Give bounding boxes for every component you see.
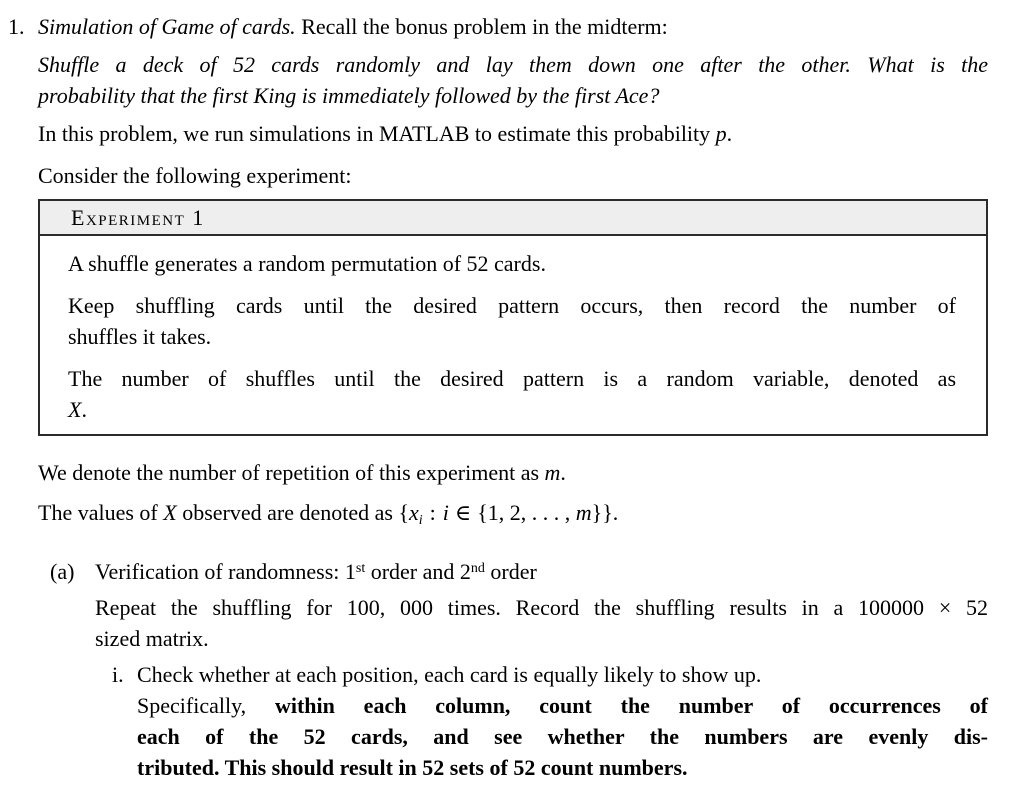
math-var-m2: m	[575, 500, 592, 525]
math-subscript-i: i	[418, 513, 423, 528]
values-text-pre: The values of	[38, 500, 164, 525]
midterm-problem-quote	[38, 49, 988, 111]
item-a-title	[95, 556, 988, 587]
item-a	[50, 556, 988, 783]
problem-1-number: 1.	[8, 14, 25, 39]
math-var-i: i	[442, 500, 449, 525]
problem-1-heading	[38, 11, 988, 42]
problem-title-italic: Simulation of Game of cards.	[38, 14, 296, 39]
math-set: {1, 2, . . . ,	[477, 500, 576, 525]
math-var-p: p	[715, 121, 727, 146]
math-var-X: X	[68, 397, 82, 422]
superscript-nd: nd	[470, 561, 485, 576]
math-element-of-symbol: ∈	[454, 500, 472, 525]
experiment-p3-line1: The number of shuffles until the desired pattern is a random variable, denoted as	[68, 366, 956, 391]
item-a-title-mid: order and 2	[365, 559, 471, 584]
experiment-paragraph-3	[68, 363, 956, 425]
math-var-X2: X	[163, 500, 177, 525]
experiment-box-body	[40, 236, 986, 434]
item-a-body-line2: sized matrix.	[95, 626, 209, 651]
item-i-line2	[137, 690, 988, 721]
math-open-brace: {	[398, 500, 409, 525]
math-var-x: x	[409, 500, 419, 525]
item-a-title-post: order	[484, 559, 537, 584]
math-var-m: m	[544, 460, 561, 485]
quote-line-2: probability that the first King is immediately followed by the first Ace?	[38, 83, 660, 108]
consider-paragraph: Consider the following experiment:	[38, 163, 352, 188]
item-a-title-pre: Verification of randomness: 1	[95, 559, 356, 584]
values-of-X-paragraph	[38, 497, 988, 528]
experiment-box	[38, 199, 988, 436]
item-a-label: (a)	[50, 559, 75, 584]
superscript-st: st	[355, 561, 366, 576]
quote-line-1: Shuffle a deck of 52 cards randomly and lay them down one after the other. What is the	[38, 52, 988, 77]
experiment-p2-line1: Keep shuffling cards until the desired pattern occurs, then record the number of	[68, 293, 956, 318]
experiment-p3-line2	[68, 394, 956, 425]
denote-m-paragraph	[38, 457, 988, 488]
math-colon: :	[429, 500, 436, 525]
item-i	[112, 659, 988, 783]
p3-period: .	[81, 397, 87, 422]
experiment-paragraph-2	[68, 290, 956, 352]
experiment-box-header: Experiment 1	[40, 201, 986, 236]
item-i-line2-normal: Specifically,	[137, 693, 275, 718]
intro-period: .	[726, 121, 733, 146]
item-a-body	[95, 592, 988, 654]
intro-text: In this problem, we run simulations in MATLAB to estimate this probability	[38, 121, 716, 146]
math-close-braces: }}.	[591, 500, 619, 525]
problem-1	[8, 11, 988, 783]
denote-period: .	[560, 460, 566, 485]
item-i-label: i.	[112, 662, 124, 687]
item-i-line2-bold: within each column, count the number of occurrences of	[274, 693, 988, 718]
problem-heading-rest: Recall the bonus problem in the midterm:	[295, 14, 668, 39]
experiment-p2-line2: shuffles it takes.	[68, 324, 212, 349]
item-i-line3: each of the 52 cards, and see whether the numbers are evenly dis-	[137, 724, 988, 749]
intro-paragraph	[38, 118, 988, 149]
item-i-line1: Check whether at each position, each card is equally likely to show up.	[137, 662, 762, 687]
experiment-paragraph-1: A shuffle generates a random permutation of 52 cards.	[68, 251, 546, 276]
item-i-line4: tributed. This should result in 52 sets of 52 count numbers.	[137, 755, 688, 780]
values-text-mid: observed are denoted as	[176, 500, 399, 525]
item-a-body-line1: Repeat the shuffling for 100, 000 times. Record the shuffling results in a 100000 × 52	[95, 595, 988, 620]
denote-text: We denote the number of repetition of this experiment as	[38, 460, 545, 485]
